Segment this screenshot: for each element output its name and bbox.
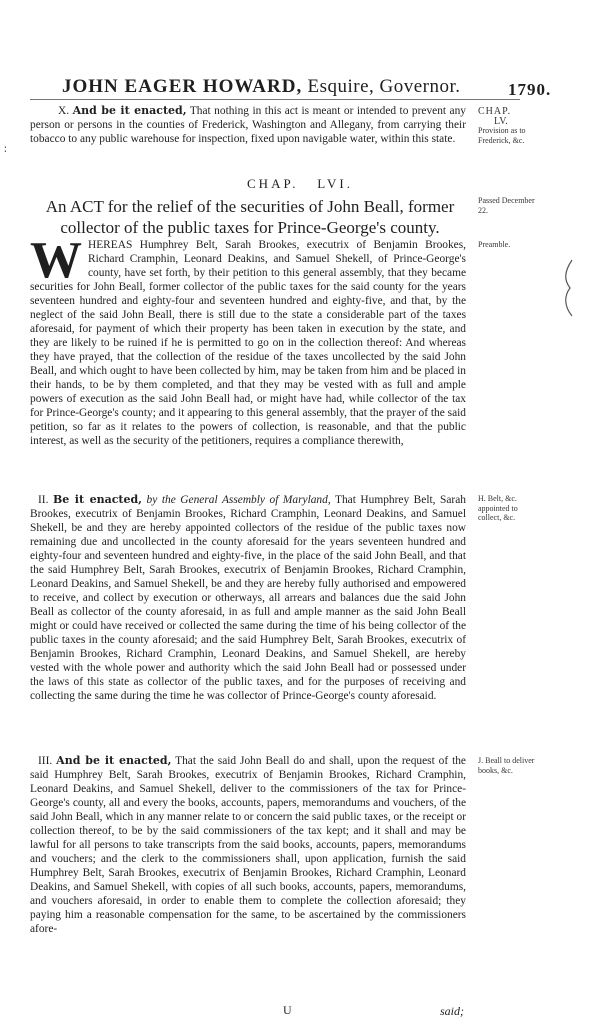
preamble [30, 232, 466, 448]
chapter-number: LVI. [317, 176, 353, 191]
section-ii-authority: by the General Assembly of Maryland, [146, 494, 331, 506]
signature-mark: U [283, 1003, 292, 1017]
running-head-name: JOHN EAGER HOWARD, [62, 76, 303, 97]
section-iii-enacting: And be it enacted, [56, 754, 172, 767]
section-iii [30, 754, 466, 936]
preamble-text: Humphrey Belt, Sarah Brookes, executrix of Benjamin Brookes, Richard Cramphin, Leonard Deakins, and Samuel Shekell, of Prince-George's county, have set forth, by their petition to this general assembly, that they became securities for John Beall, former collector of the public taxes for the said county for the years seventeen hundred and eighty-four and seventeen hundred and eighty-five, and that, by the neglect of the said John Beall, there is still due to the state a considerable part of the taxes aforesaid, for payment of which their property has been taken in execution by the state, and they are likely to be ruined if he is permitted to go on in the collection thereof: And whereas they have prayed, that the collection of the residue of the taxes uncollected by the said John Beall, and which ought to have been collected by him, may be taken from him and be placed in their hands, to be by them completed, and that they may be vested with as full and ample powers of execution as the said John Beall had, or might have had, while collector of the tax for Prince-George's county; and it appearing to this general assembly, that the prayer of the said petition, so far as it relates to the powers of collection, is reasonable, and that the public interest, as well as the security of the petitioners, requires a compliance therewith, [30, 239, 466, 447]
side-note-provision: Provision as to Frederick, &c. [478, 126, 526, 145]
catchword: said; [440, 1004, 464, 1018]
header-rule [30, 99, 520, 100]
side-note-passed: Passed December 22. [478, 196, 535, 215]
side-chap-label: CHAP. [478, 106, 512, 117]
side-note-x [478, 107, 538, 145]
section-iii-label: III. [38, 755, 53, 767]
running-head-year: 1790. [508, 80, 552, 99]
section-x-text: That nothing in this act is meant or intended to prevent any person or persons in the counties of Frederick, Washington and Allegany, from carrying their tobacco to any public warehouse for inspection, fixed upon navigable water, within this state. [30, 105, 466, 145]
preamble-first-word: HEREAS [88, 239, 133, 251]
section-x-enacting: And be it enacted, [72, 104, 187, 117]
margin-mark: ∶ [4, 144, 7, 156]
chapter-label: CHAP. [247, 176, 299, 191]
chapter-heading [200, 176, 400, 192]
side-note-preamble: Preamble. [478, 240, 511, 249]
act-title: An ACT for the relief of the securities of John Beall, former collector of the public taxes for Prince-George's county. [45, 197, 455, 237]
side-note-ii: H. Belt, &c. appointed to collect, &c. [478, 494, 518, 522]
section-iii-text: That the said John Beall do and shall, upon the request of the said Humphrey Belt, Sarah Brookes, executrix of Benjamin Brookes, Richard Cramphin, Leonard Deakins, and Samuel Shekell, deliver to the commissioners of the tax for Prince-George's county, all and every the books, accounts, papers, memorandums and vouchers, of the said John Beall, which in any manner relate to or concern the said public taxes, or the receipt or collection thereof, to be by the said commissioners of the tax kept; and it shall and may be lawful for all persons to take transcripts from the said books, accounts, papers, memorandums and vouchers; and the clerk to the commissioners shall, upon application, furnish the said Humphrey Belt, Sarah Brookes, executrix of Benjamin Brookes, Richard Cramphin, Leonard Deakins, and Samuel Shekell, with copies of all such books, accounts, papers, memorandums, and vouchers aforesaid, in order to enable them to complete the collection aforesaid; they paying him a reasonable compensation for the same, to be ascertained by the commissioners afore- [30, 755, 466, 935]
section-x [30, 104, 466, 146]
side-chap-number: LV. [494, 115, 508, 127]
section-x-label: X. [58, 105, 70, 117]
section-ii [30, 493, 466, 703]
section-ii-text: That Humphrey Belt, Sarah Brookes, executrix of Benjamin Brookes, Richard Cramphin, Leonard Deakins, and Samuel Shekell, be and they are hereby appointed collectors of the residue of the public taxes now remaining due and uncollected in the county aforesaid for the years seventeen hundred and eighty-four and seventeen hundred and eighty-five, in the place of the said John Beall, and that the said Humphrey Belt, Sarah Brookes, executrix of Benjamin Brookes, Richard Cramphin, Leonard Deakins, and Samuel Shekell, be and they are hereby fully authorised and empowered to receive, and collect by execution or otherways, all arrears and balances due the said John Beall as collector of the county aforesaid, in as full and ample manner as the said John Beall might or could have received or collected the same during the time of his being collector of the public taxes in the county aforesaid; and the said Humphrey Belt, Sarah Brookes, executrix of Benjamin Brookes, Richard Cramphin, Leonard Deakins, and Samuel Shekell, are hereby vested with the whole power and authority which the said John Beall had or possessed under the laws of this state as collector of the public taxes, and for the purposes of receiving and collecting the same during the time he was collector of Prince-George's county aforesaid. [30, 494, 466, 702]
side-note-iii: J. Beall to deliver books, &c. [478, 756, 535, 775]
section-ii-label: II. [38, 494, 49, 506]
dropcap-letter: W [30, 232, 82, 289]
running-head-title: Esquire, Governor. [307, 76, 461, 97]
handwritten-bracket-icon [558, 258, 578, 323]
running-head [62, 76, 482, 98]
section-ii-enacting: Be it enacted, [52, 493, 142, 506]
